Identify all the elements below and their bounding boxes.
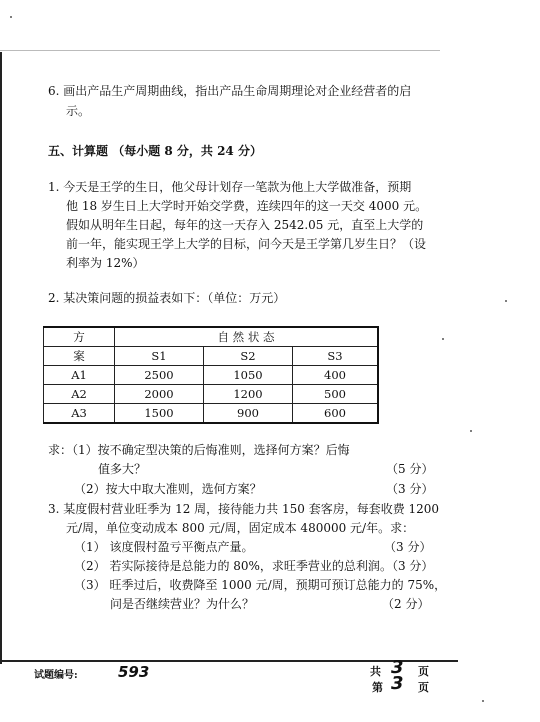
p3-line1: 3. 某度假村营业旺季为 12 周，接待能力共 150 套客房，每套收费 1200 xyxy=(48,502,440,516)
p3-sub1: （1） 该度假村盈亏平衡点产量。 xyxy=(74,540,254,554)
table-row xyxy=(44,385,379,404)
state-s2: S2 xyxy=(204,347,293,366)
p1-line2: 他 18 岁生日上大学时开始交学费，连续四年的这一天交 4000 元。 xyxy=(66,199,428,213)
row-label: A3 xyxy=(44,404,115,424)
row-label: A1 xyxy=(44,366,115,385)
p3-sub3-score: （2 分） xyxy=(382,597,430,611)
p2-ask2-score: （3 分） xyxy=(386,482,434,496)
table-cell: 1500 xyxy=(115,404,204,424)
scan-speck xyxy=(505,300,507,302)
left-margin-rule xyxy=(0,52,2,664)
p1-line5: 利率为 12%） xyxy=(66,256,145,270)
p1-line1: 1. 今天是王学的生日，他父母计划存一笔款为他上大学做准备，预期 xyxy=(48,180,412,194)
total-pages-suffix: 页 xyxy=(418,665,429,678)
table-cell: 2500 xyxy=(115,366,204,385)
table-cell: 500 xyxy=(293,385,379,404)
p2-ask1-line1: 求：（1）按不确定型决策的后悔准则，选择何方案？后悔 xyxy=(48,443,350,457)
total-pages-prefix: 共 xyxy=(370,665,381,678)
q6-line2: 示。 xyxy=(66,104,91,118)
table-cell: 400 xyxy=(293,366,379,385)
top-rule xyxy=(0,50,440,51)
table-cell: 900 xyxy=(204,404,293,424)
p2-ask1-line2: 值多大？ xyxy=(98,462,147,476)
row-label: A2 xyxy=(44,385,115,404)
corner-top: 方 xyxy=(44,327,115,347)
section-note: （每小题 8 分，共 24 分） xyxy=(112,144,262,158)
p3-sub1-score: （3 分） xyxy=(384,540,432,554)
scan-speck xyxy=(482,700,484,702)
table-cell: 1200 xyxy=(204,385,293,404)
p3-line2: 元/周，单位变动成本 800 元/周，固定成本 480000 元/年。求： xyxy=(66,521,415,535)
payoff-table xyxy=(43,326,379,424)
scan-speck xyxy=(10,16,12,18)
p2-intro: 2. 某决策问题的损益表如下：（单位：万元） xyxy=(48,291,286,305)
corner-bottom: 案 xyxy=(44,347,115,366)
section-title xyxy=(48,144,262,159)
state-s3: S3 xyxy=(293,347,379,366)
table-row xyxy=(44,404,379,424)
bottom-rule xyxy=(0,660,458,662)
p3-sub3-line2: 问是否继续营业？为什么？ xyxy=(110,597,255,611)
scan-speck xyxy=(470,430,472,432)
page-number-prefix: 第 xyxy=(372,681,383,694)
scan-speck xyxy=(442,338,444,340)
table-cell: 1050 xyxy=(204,366,293,385)
exam-code-value: 593 xyxy=(118,663,150,681)
state-s1: S1 xyxy=(115,347,204,366)
section-title-text: 五、计算题 xyxy=(48,144,109,158)
exam-code-label: 试题编号: xyxy=(34,670,78,681)
p1-line4: 前一年，能实现王学上大学的目标，问今天是王学第几岁生日？（设 xyxy=(66,237,427,251)
p3-sub2: （2） 若实际接待是总能力的 80%，求旺季营业的总利润。（3 分） xyxy=(74,559,434,573)
table-cell: 2000 xyxy=(115,385,204,404)
total-pages-value: 3 xyxy=(391,657,404,678)
state-header: 自 然 状 态 xyxy=(115,327,379,347)
p2-ask1-score: （5 分） xyxy=(386,462,434,476)
table-row xyxy=(44,366,379,385)
p1-line3: 假如从明年生日起，每年的这一天存入 2542.05 元，直至上大学的 xyxy=(66,218,424,232)
p2-ask2: （2）按大中取大准则，选何方案？ xyxy=(74,482,262,496)
p3-sub3-line1: （3） 旺季过后，收费降至 1000 元/周，预期可预订总能力的 75%， xyxy=(74,578,447,592)
table-cell: 600 xyxy=(293,404,379,424)
page-number-suffix: 页 xyxy=(418,681,429,694)
q6-line1: 6. 画出产品生产周期曲线，指出产品生命周期理论对企业经营者的启 xyxy=(48,84,412,98)
page-number-value: 3 xyxy=(391,673,404,694)
